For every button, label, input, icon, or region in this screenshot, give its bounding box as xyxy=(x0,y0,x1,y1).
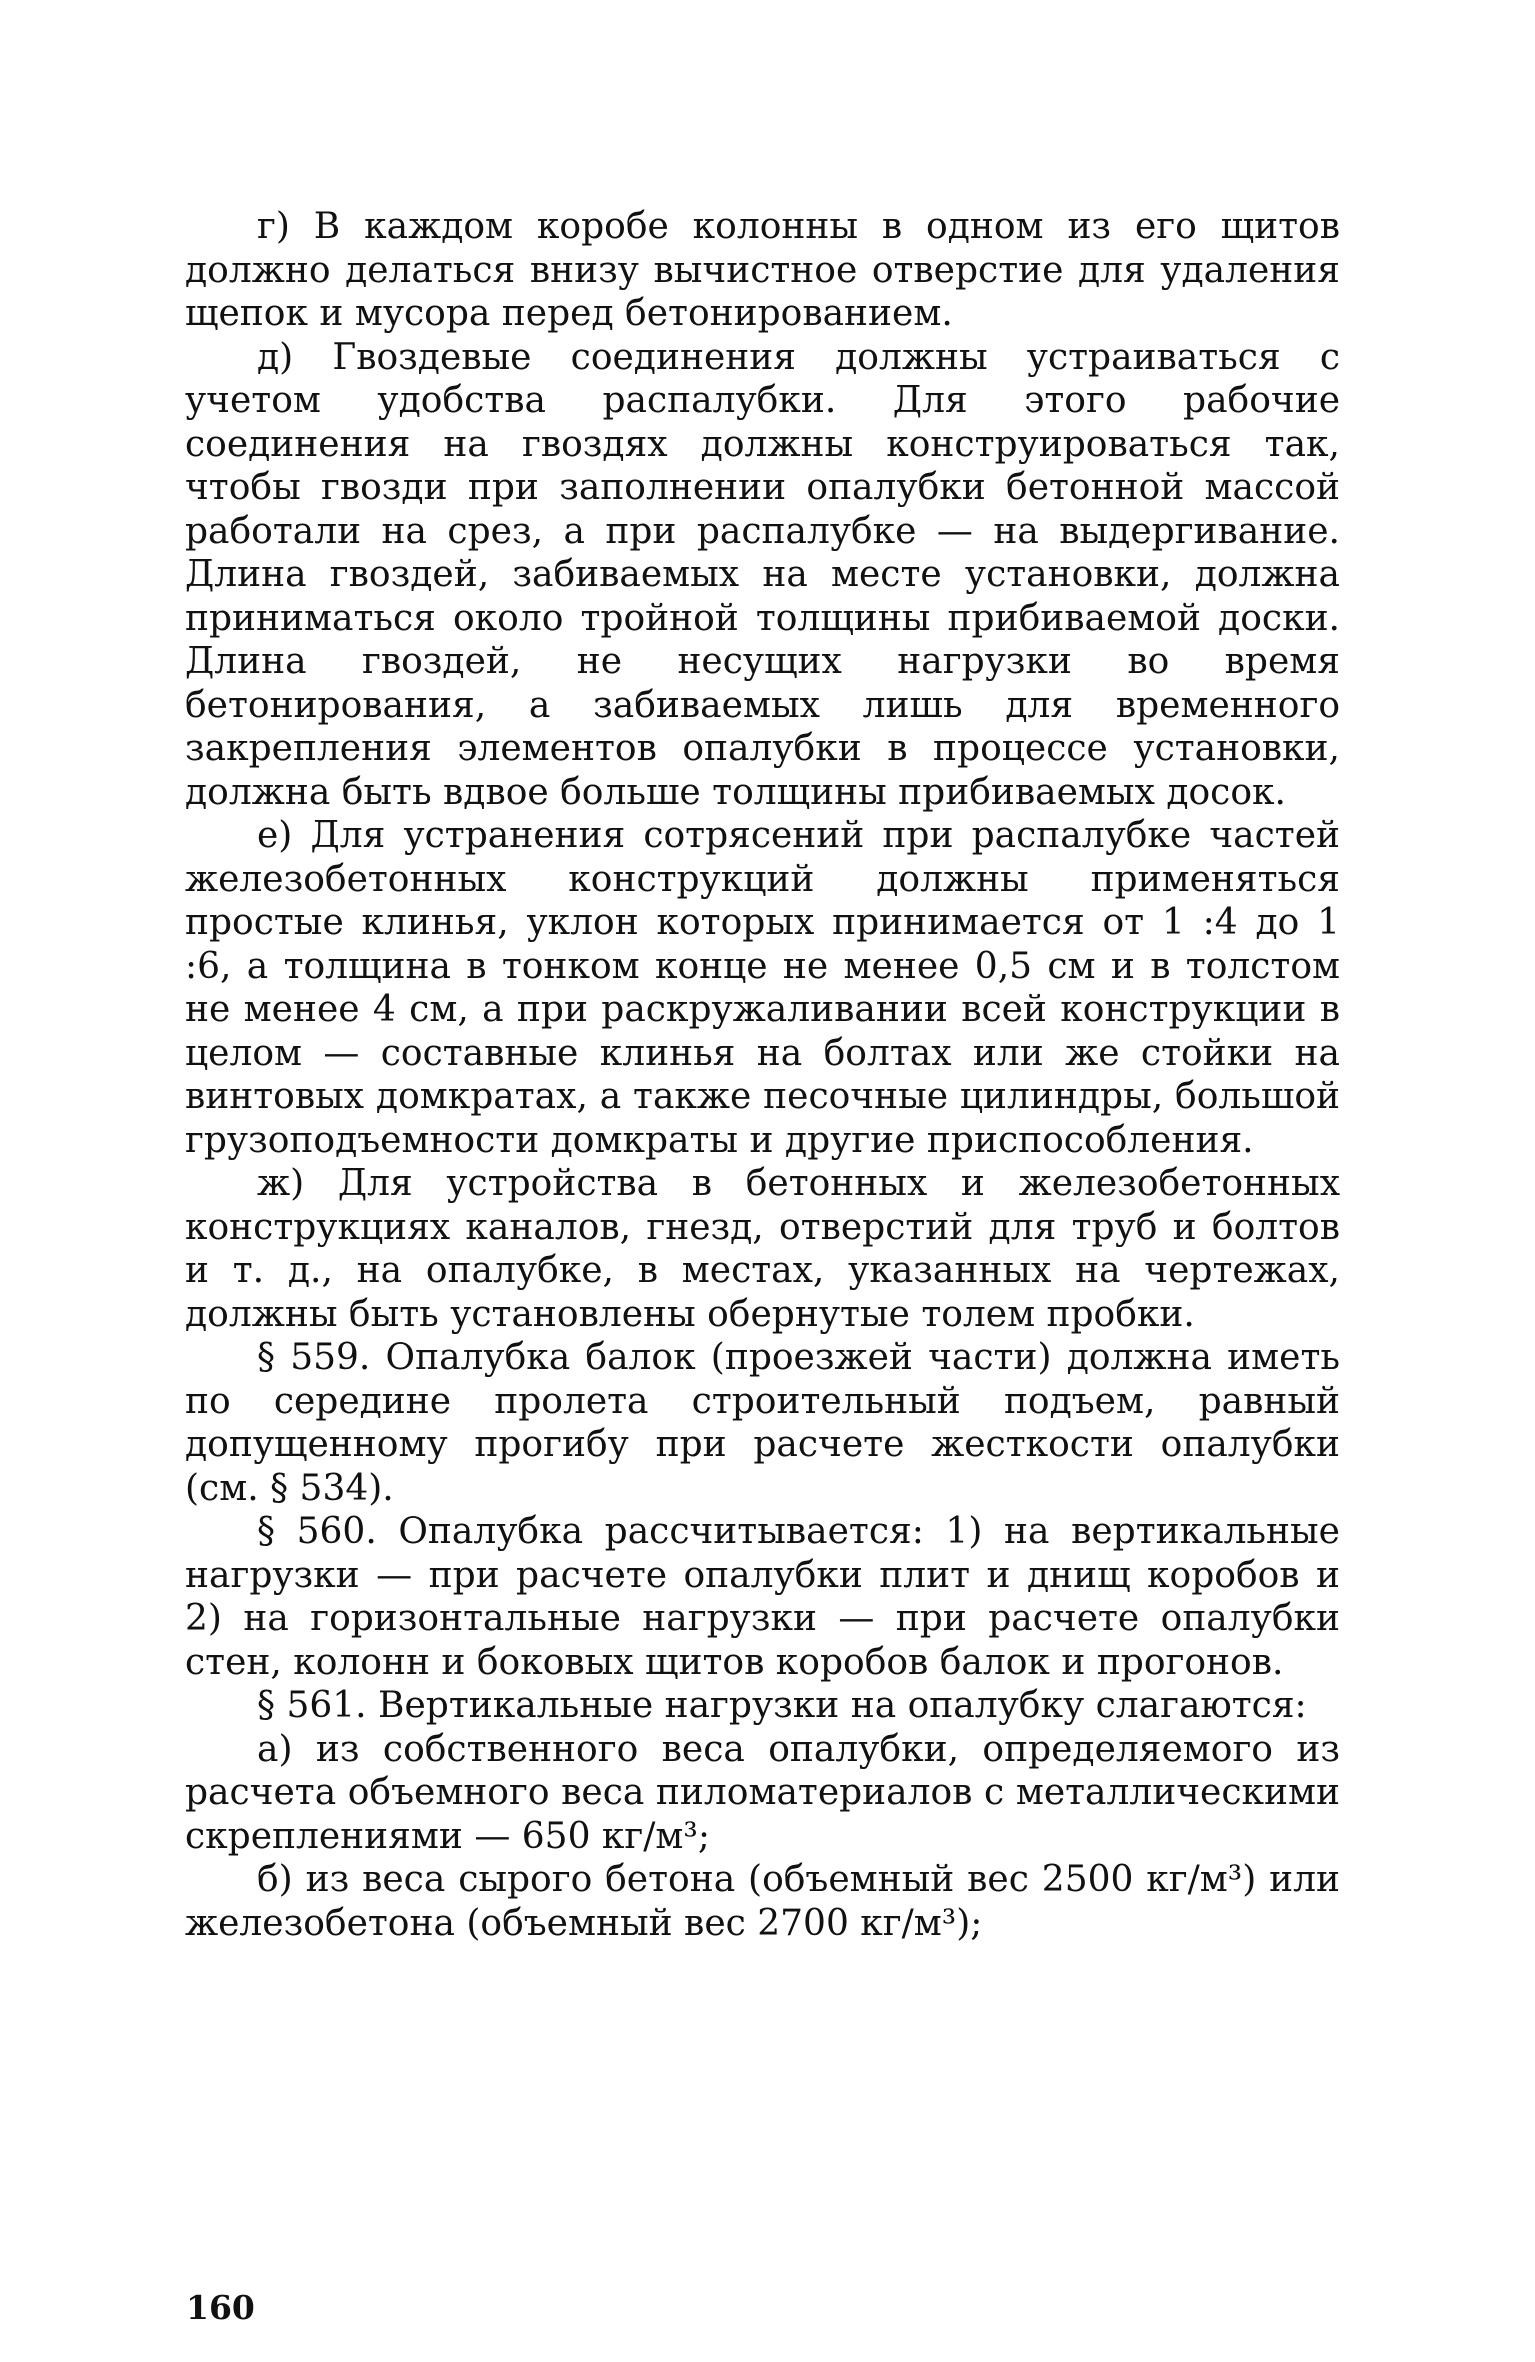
paragraph-559: § 559. Опалубка балок (проезжей части) должна иметь по середине пролета строительный подъем, равный допущенному прогибу при расчете жесткости опалубки (см. § 534). xyxy=(185,1337,1340,1509)
paragraph-560: § 560. Опалубка рассчитывается: 1) на вертикальные нагрузки — при расчете опалубки плит и днищ коробов и 2) на горизонтальные нагрузки — при расчете опалубки стен, колонн и боковых щитов коробов балок и прогонов. xyxy=(185,1511,1340,1683)
page-number: 160 xyxy=(186,2288,255,2327)
paragraph-g: г) В каждом коробе колонны в одном из его щитов должно делаться внизу вычистное отверстие для удаления щепок и мусора перед бетонированием. xyxy=(185,206,1340,334)
paragraph-a: а) из собственного веса опалубки, определяемого из расчета объемного веса пиломатериалов с металлическими скреплениями — 650 кг/м³; xyxy=(185,1728,1340,1857)
paragraph-561: § 561. Вертикальные нагрузки на опалубку слагаются: xyxy=(257,1685,1307,1726)
paragraph-d: д) Гвоздевые соединения должны устраиваться с учетом удобства распалубки. Для этого рабочие соединения на гвоздях должны конструироваться так, чтобы гвозди при заполнении опалубки бетонной массой работали на срез, а при распалубке — на выдергивание. Длина гвоздей, забиваемых на месте установки, должна приниматься около тройной толщины прибиваемой доски. Длина гвоздей, не несущих нагрузки во время бетонирования, а забиваемых лишь для временного закрепления элементов опалубки в процессе установки, должна быть вдвое больше толщины прибиваемых досок. xyxy=(185,336,1340,813)
page-text xyxy=(185,205,1340,1945)
paragraph-zh: ж) Для устройства в бетонных и железобетонных конструкциях каналов, гнезд, отверстий для труб и болтов и т. д., на опалубке, в местах, указанных на чертежах, должны быть установлены обернутые толем пробки. xyxy=(185,1163,1340,1335)
paragraph-e: е) Для устранения сотрясений при распалубке частей железобетонных конструкций должны применяться простые клинья, уклон которых принимается от 1 :4 до 1 :6, а толщина в тонком конце не менее 0,5 см и в толстом не менее 4 см, а при раскружаливании всей конструкции в целом — составные клинья на болтах или же стойки на винтовых домкратах, а также песочные цилиндры, большой грузоподъемности домкраты и другие приспособления. xyxy=(185,815,1340,1161)
paragraph-b: б) из веса сырого бетона (объемный вес 2500 кг/м³) или железобетона (объемный вес 2700 кг/м³); xyxy=(185,1859,1340,1944)
